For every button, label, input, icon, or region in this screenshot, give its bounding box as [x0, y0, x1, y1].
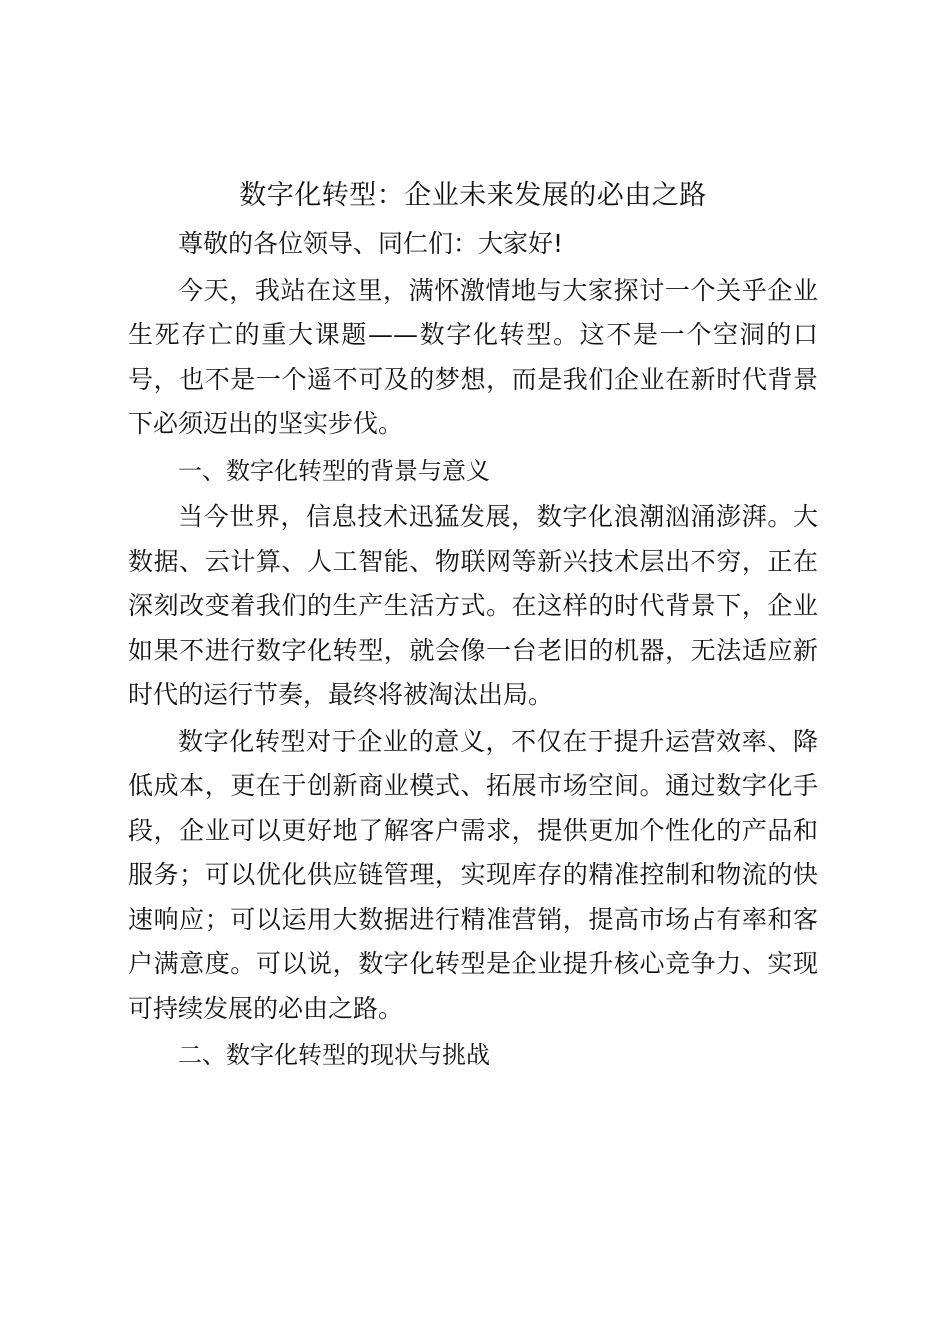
significance-paragraph: 数字化转型对于企业的意义，不仅在于提升运营效率、降低成本，更在于创新商业模式、拓展市场空间。通过数字化手段，企业可以更好地了解客户需求，提供更加个性化的产品和服务；可以优化供应链管理，实现库存的精准控制和物流的快速响应；可以运用大数据进行精准营销，提高市场占有率和客户满意度。可以说，数字化转型是企业提升核心竞争力、实现可持续发展的必由之路。	[128, 726, 818, 1023]
section-heading-status: 二、数字化转型的现状与挑战	[178, 1041, 490, 1069]
background-paragraph: 当今世界，信息技术迅猛发展，数字化浪潮汹涌澎湃。大数据、云计算、人工智能、物联网等新兴技术层出不穷，正在深刻改变着我们的生产生活方式。在这样的时代背景下，企业如果不进行数字化转型，就会像一台老旧的机器，无法适应新时代的运行节奏，最终将被淘汰出局。	[128, 502, 818, 709]
intro-paragraph: 今天，我站在这里，满怀激情地与大家探讨一个关乎企业生死存亡的重大课题——数字化转型。这不是一个空洞的口号，也不是一个遥不可及的梦想，而是我们企业在新时代背景下必须迈出的坚实步伐。	[128, 275, 818, 438]
document-title: 数字化转型：企业未来发展的必由之路	[239, 180, 707, 211]
greeting-paragraph: 尊敬的各位领导、同仁们：大家好!	[178, 229, 564, 258]
section-heading-background: 一、数字化转型的背景与意义	[178, 456, 490, 485]
document-body	[128, 174, 818, 1080]
